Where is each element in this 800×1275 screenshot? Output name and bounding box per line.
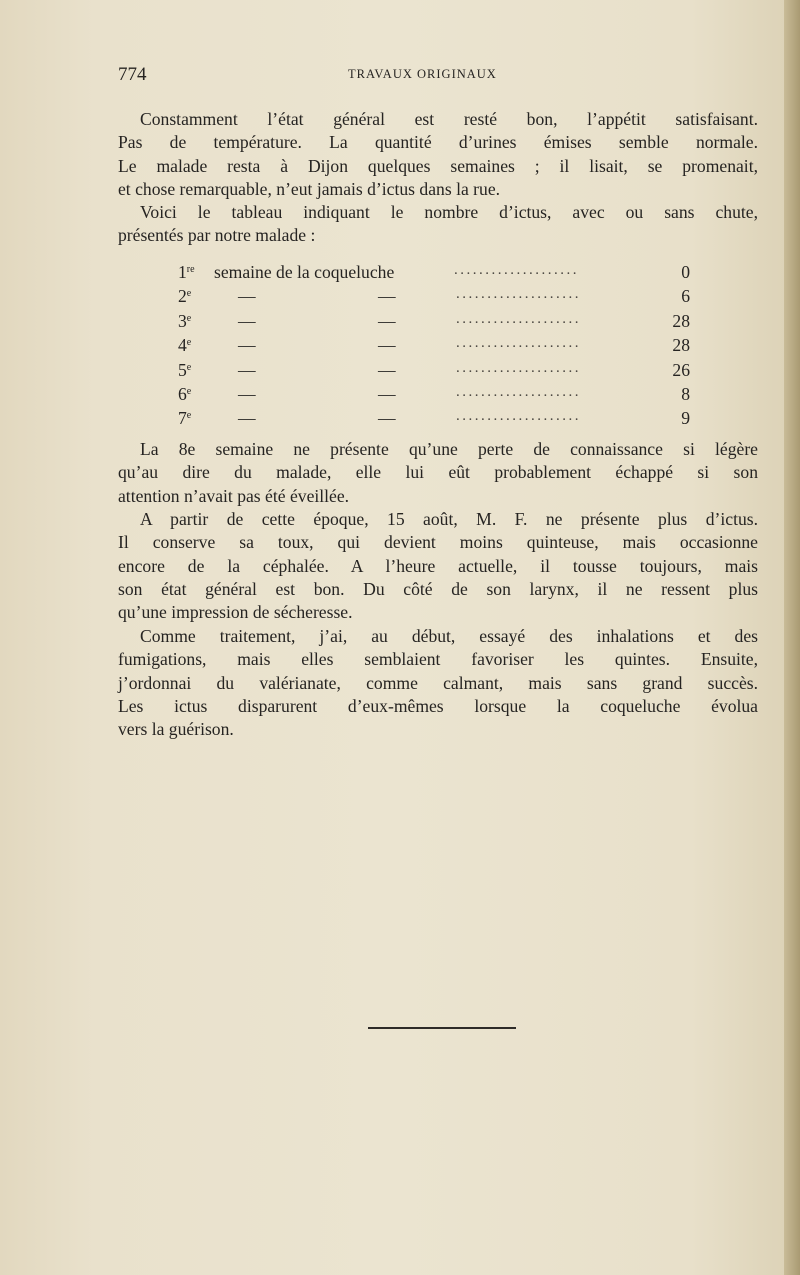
text-line: encore de la céphalée. A l’heure actuelle, il tousse toujours, mais — [118, 555, 758, 576]
paragraph-eighth-week — [118, 438, 758, 508]
text-line: Comme traitement, j’ai, au début, essayé des inhalations et des — [140, 626, 758, 646]
text-line: j’ordonnai du valérianate, comme calmant, mais sans grand succès. — [118, 672, 758, 693]
week-ordinal: 1re — [178, 262, 195, 282]
text-line: Le malade resta à Dijon quelques semaines ; il lisait, se promenait, — [118, 155, 758, 176]
paragraph-general-state — [118, 108, 758, 201]
ditto-dash: — — [378, 286, 396, 307]
ditto-dash: — — [378, 310, 396, 331]
ditto-dash: — — [238, 383, 256, 404]
ictus-table — [178, 262, 698, 433]
running-header — [118, 64, 758, 90]
text-line: son état général est bon. Du côté de son larynx, il ne ressent plus — [118, 578, 758, 599]
text-line: Voici le tableau indiquant le nombre d’ictus, avec ou sans chute, — [140, 202, 758, 222]
ditto-dash: — — [378, 383, 396, 404]
table-row — [178, 286, 698, 310]
paragraph-table-intro — [118, 201, 758, 248]
section-end-rule — [368, 1027, 516, 1029]
text-line: attention n’avait pas été éveillée. — [118, 485, 350, 506]
ditto-dash: — — [378, 335, 396, 356]
table-row — [178, 262, 698, 286]
running-title: TRAVAUX ORIGINAUX — [348, 67, 497, 81]
ictus-count: 0 — [681, 262, 690, 282]
text-line: Pas de température. La quantité d’urines émises semble normale. — [118, 132, 758, 153]
leader-dots: .................... — [456, 408, 581, 425]
week-ordinal: 4e — [178, 335, 192, 356]
week-label: semaine de la coqueluche — [214, 262, 395, 282]
ictus-count: 28 — [672, 310, 690, 331]
table-row — [178, 311, 698, 335]
ictus-count: 26 — [672, 359, 690, 380]
table-row — [178, 408, 698, 432]
week-ordinal: 7e — [178, 408, 192, 429]
text-line: présentés par notre malade : — [118, 225, 316, 246]
table-row — [178, 360, 698, 384]
week-ordinal: 6e — [178, 383, 192, 404]
text-line: vers la guérison. — [118, 719, 234, 740]
ditto-dash: — — [378, 408, 396, 429]
text-line: Les ictus disparurent d’eux-mêmes lorsque la coqueluche évolua — [118, 695, 758, 716]
text-line: Constamment l’état général est resté bon, l’appétit satisfaisant. — [140, 109, 758, 129]
paragraph-treatment — [118, 625, 758, 741]
text-line: qu’au dire du malade, elle lui eût probablement échappé si son — [118, 462, 758, 483]
ditto-dash: — — [238, 335, 256, 356]
text-line: Il conserve sa toux, qui devient moins quinteuse, mais occasionne — [118, 532, 758, 553]
ictus-count: 28 — [672, 335, 690, 356]
leader-dots: .................... — [456, 335, 581, 352]
leader-dots: .................... — [456, 310, 581, 327]
text-line: fumigations, mais elles semblaient favoriser les quintes. Ensuite, — [118, 649, 758, 670]
ditto-dash: — — [238, 286, 256, 307]
paragraph-current-state — [118, 508, 758, 624]
table-row — [178, 335, 698, 359]
text-line: A partir de cette époque, 15 août, M. F. ne présente plus d’ictus. — [140, 509, 758, 529]
leader-dots: .................... — [456, 359, 581, 376]
ditto-dash: — — [238, 310, 256, 331]
page-number: 774 — [118, 64, 147, 85]
ictus-count: 9 — [681, 408, 690, 429]
ictus-count: 6 — [681, 286, 690, 307]
week-ordinal: 3e — [178, 310, 192, 331]
text-line: qu’une impression de sécheresse. — [118, 602, 353, 623]
ditto-dash: — — [378, 359, 396, 380]
ditto-dash: — — [238, 408, 256, 429]
table-row — [178, 384, 698, 408]
ictus-count: 8 — [681, 383, 690, 404]
week-ordinal: 2e — [178, 286, 192, 307]
leader-dots: .................... — [456, 286, 581, 303]
ditto-dash: — — [238, 359, 256, 380]
text-line: La 8e semaine ne présente qu’une perte de connaissance si légère — [140, 439, 758, 459]
page-edge — [784, 0, 800, 1275]
text-line: et chose remarquable, n’eut jamais d’ictus dans la rue. — [118, 178, 501, 199]
week-ordinal: 5e — [178, 359, 192, 380]
leader-dots: .................... — [456, 383, 581, 400]
leader-dots: .................... — [454, 262, 579, 278]
